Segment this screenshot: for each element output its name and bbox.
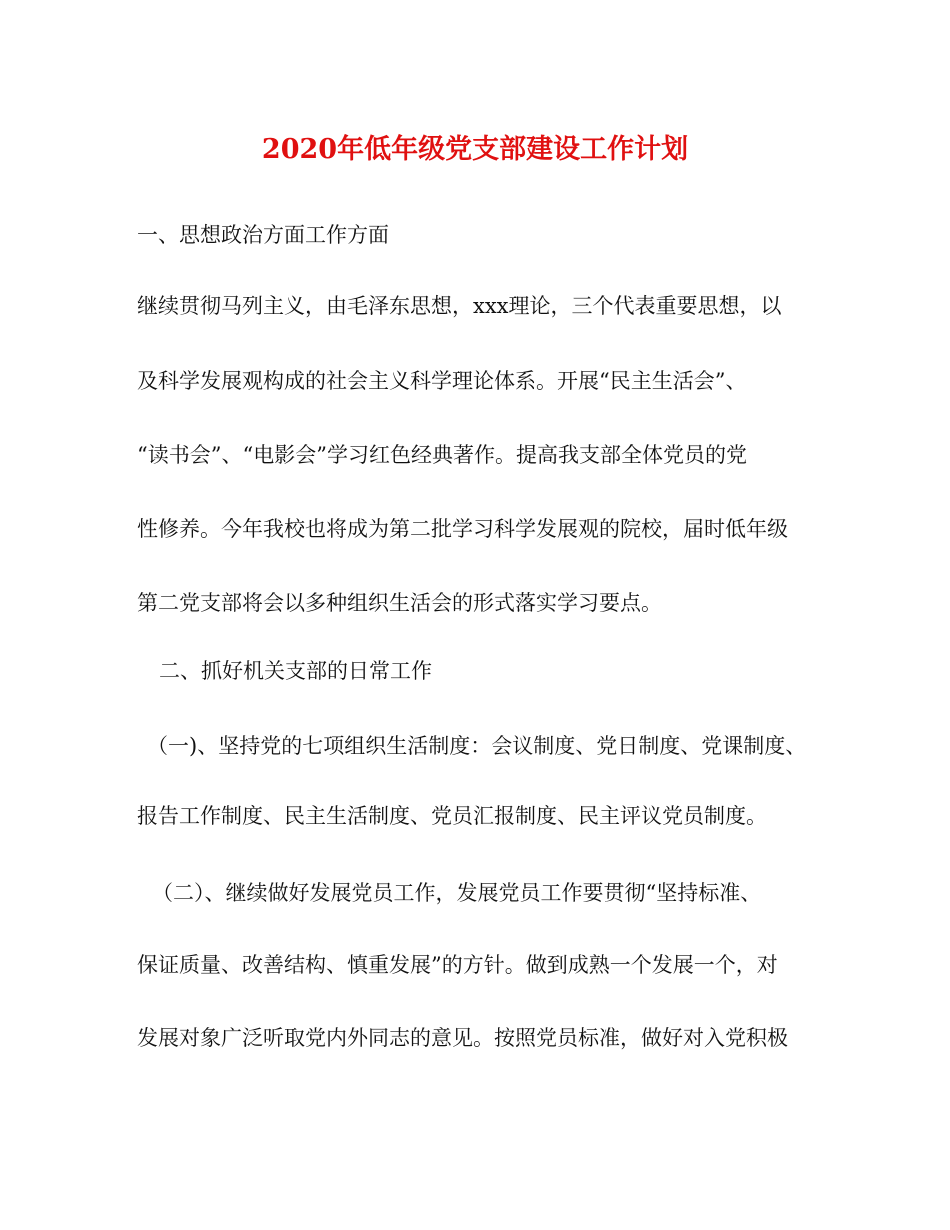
paragraph-line: 性修养。今年我校也将成为第二批学习科学发展观的院校，届时低年级 [137, 517, 788, 541]
paragraph-line: 及科学发展观构成的社会主义科学理论体系。开展“民主生活会”、 [137, 369, 747, 393]
section-heading-2: 二、抓好机关支部的日常工作 [159, 659, 432, 683]
paragraph-line: 第二党支部将会以多种组织生活会的形式落实学习要点。 [137, 591, 662, 615]
paragraph-line: （二）、继续做好发展党员工作，发展党员工作要贯彻“坚持标准、 [152, 881, 762, 905]
paragraph-line: “读书会”、“电影会”学习红色经典著作。提高我支部全体党员的党 [137, 443, 747, 467]
paragraph-line: （一)、坚持党的七项组织生活制度：会议制度、党日制度、党课制度、 [147, 734, 807, 758]
document-title: 2020年低年级党支部建设工作计划 [261, 134, 689, 165]
paragraph-line: 保证质量、改善结构、慎重发展”的方针。做到成熟一个发展一个，对 [137, 953, 778, 977]
paragraph-line: 报告工作制度、民主生活制度、党员汇报制度、民主评议党员制度。 [137, 804, 767, 828]
paragraph-line: 继续贯彻马列主义，由毛泽东思想，xxx理论，三个代表重要思想，以 [137, 294, 782, 318]
section-heading-1: 一、思想政治方面工作方面 [137, 223, 389, 247]
paragraph-line: 发展对象广泛听取党内外同志的意见。按照党员标准，做好对入党积极 [137, 1026, 788, 1050]
